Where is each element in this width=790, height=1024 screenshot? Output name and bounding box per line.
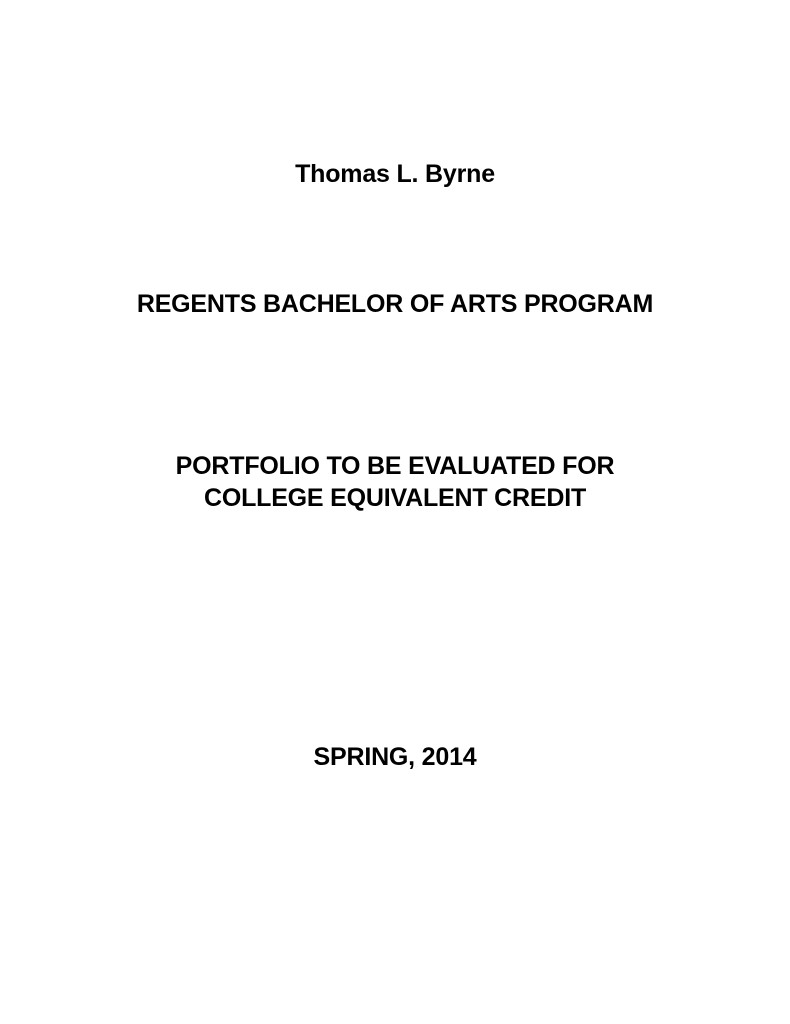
author-name: Thomas L. Byrne [295, 160, 495, 188]
portfolio-title-line-1: PORTFOLIO TO BE EVALUATED FOR [175, 452, 615, 480]
term-date: SPRING, 2014 [313, 743, 477, 771]
program-title: REGENTS BACHELOR OF ARTS PROGRAM [136, 290, 654, 318]
portfolio-title-line-2: COLLEGE EQUIVALENT CREDIT [203, 484, 587, 512]
